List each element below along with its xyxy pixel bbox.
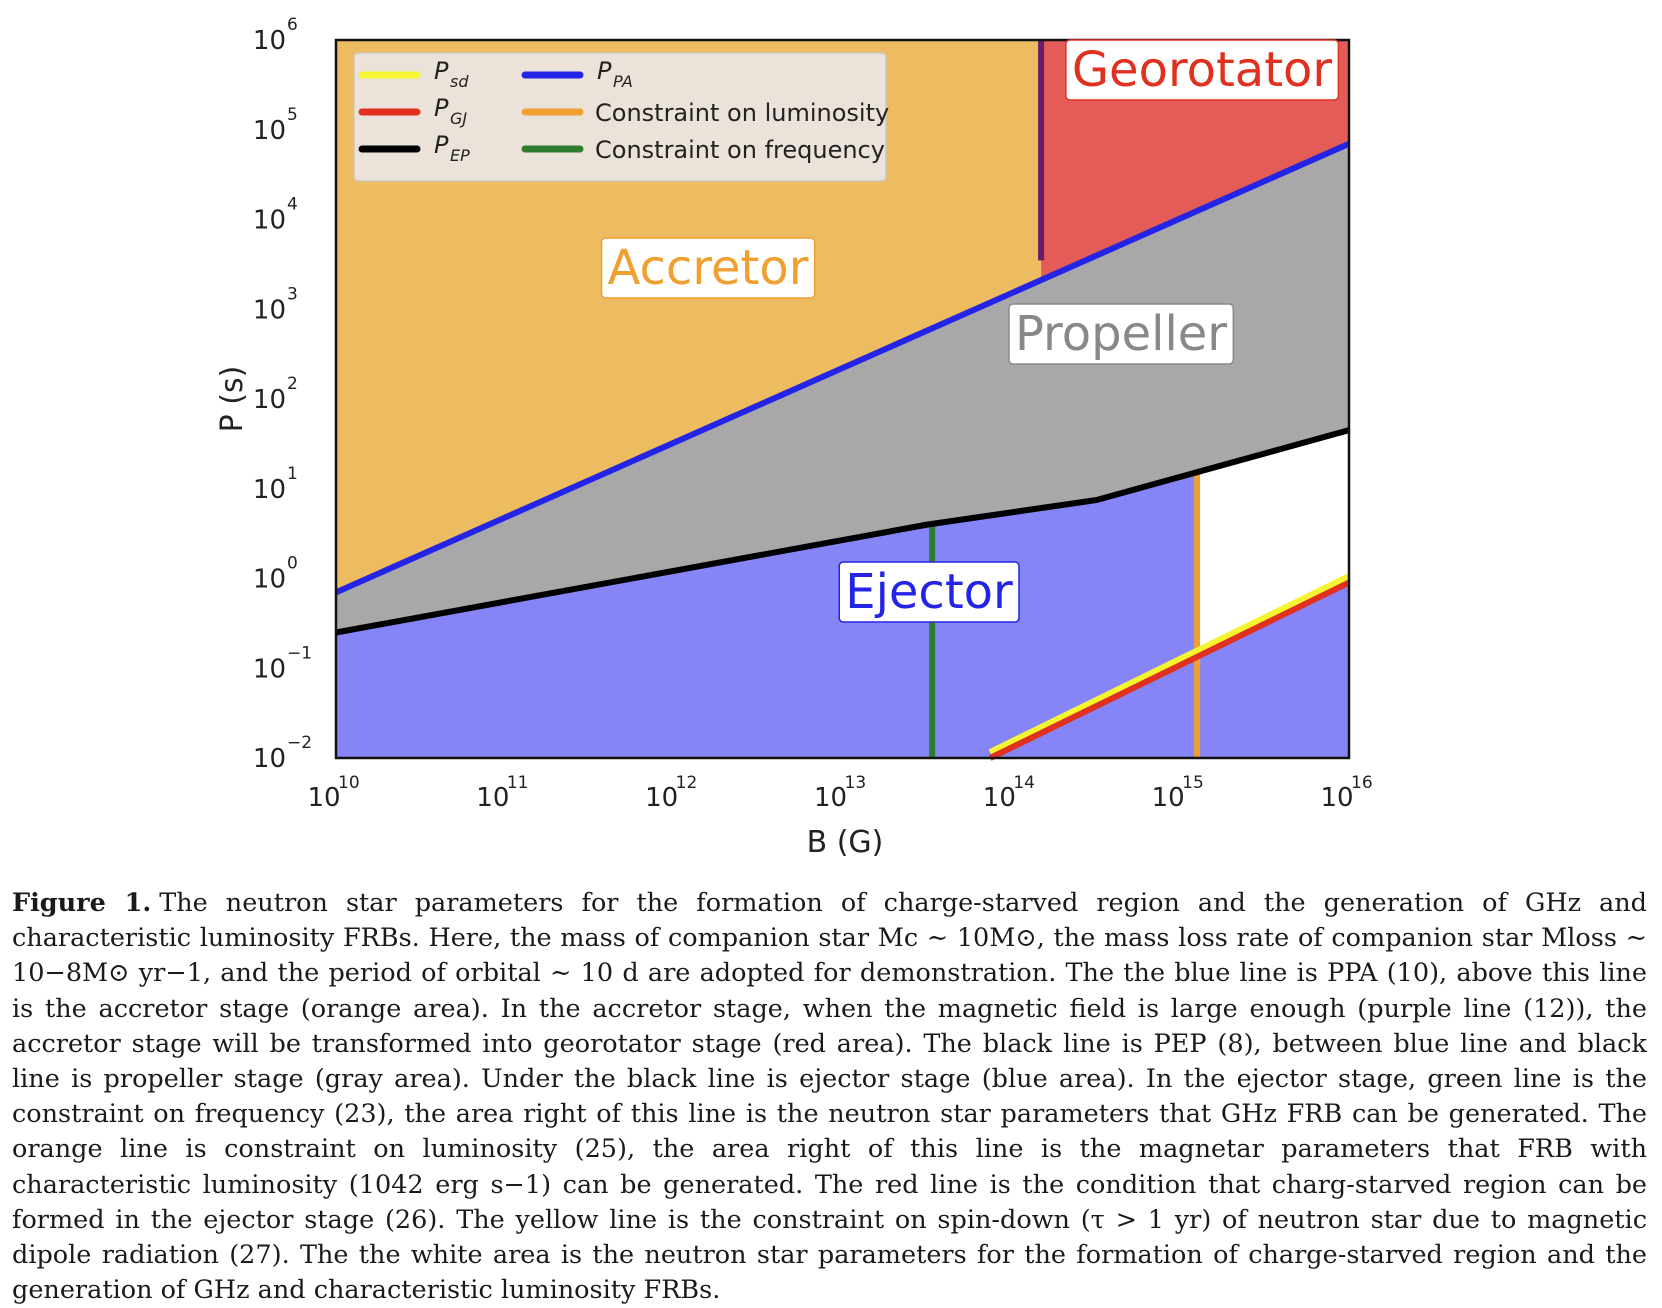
- svg-text:16: 16: [1351, 773, 1373, 793]
- x-tick-label: [1152, 773, 1204, 813]
- svg-text:3: 3: [287, 284, 298, 305]
- y-tick-label: [253, 554, 298, 595]
- svg-text:Constraint on frequency: Constraint on frequency: [595, 136, 885, 164]
- x-tick-label: [983, 773, 1035, 813]
- svg-text:6: 6: [287, 15, 298, 35]
- svg-text:P: P: [434, 94, 449, 122]
- svg-text:10: 10: [338, 773, 360, 793]
- y-tick-label: [253, 15, 298, 56]
- legend: [354, 53, 889, 181]
- svg-text:GJ: GJ: [450, 109, 468, 128]
- svg-text:10: 10: [252, 385, 286, 415]
- x-tick-label: [814, 773, 866, 813]
- label-propeller: [1009, 304, 1233, 364]
- x-tick-label: [645, 773, 697, 813]
- svg-text:sd: sd: [450, 72, 469, 91]
- svg-text:Propeller: Propeller: [1014, 306, 1228, 362]
- svg-text:10: 10: [252, 115, 286, 146]
- svg-text:10: 10: [982, 783, 1016, 813]
- svg-text:10: 10: [1151, 783, 1185, 813]
- x-ticks: [307, 773, 1372, 813]
- svg-text:−1: −1: [287, 643, 313, 664]
- caption-label: Figure 1.: [12, 888, 152, 918]
- y-tick-label: [253, 195, 298, 236]
- y-tick-label: [253, 284, 298, 325]
- svg-text:10: 10: [645, 783, 679, 813]
- svg-text:10: 10: [252, 564, 286, 595]
- y-ticks: [253, 15, 312, 774]
- svg-text:10: 10: [476, 783, 510, 813]
- svg-text:10: 10: [252, 26, 286, 56]
- svg-text:−2: −2: [287, 733, 313, 753]
- svg-text:Georotator: Georotator: [1071, 42, 1333, 98]
- svg-text:Ejector: Ejector: [845, 564, 1013, 620]
- svg-text:13: 13: [844, 773, 867, 793]
- svg-text:11: 11: [506, 773, 529, 793]
- x-tick-label: [1320, 773, 1372, 813]
- caption-text: The neutron star parameters for the formation of charge-starved region and the generation of GHz and characteristic luminosity FRBs. Here, the mass of companion star Mc ∼ 10M⊙, the mass loss rate of companion star Mloss ∼ 10−8M⊙ yr−1, and the period of orbital ∼ 10 d are adopted for demonstration. The the blue line is PPA (10), above this line is the accretor stage (orange area). In the accretor stage, when the magnetic field is large enough (purple line (12)), the accretor stage will be transformed into georotator stage (red area). The black line is PEP (8), between blue line and black line is propeller stage (gray area). Under the black line is ejector stage (blue area). In the ejector stage, green line is the constraint on frequency (23), the area right of this line is the neutron star parameters that GHz FRB can be generated. The orange line is constraint on luminosity (25), the area right of this line is the magnetar parameters that FRB with characteristic luminosity (1042 erg s−1) can be generated. The red line is the condition that charg-starved region can be formed in the ejector stage (26). The yellow line is the constraint on spin-down (τ > 1 yr) of neutron star due to magnetic dipole radiation (27). The the white area is the neutron star parameters for the formation of charge-starved region and the generation of GHz and characteristic luminosity FRBs.: [12, 888, 1647, 1306]
- figure-caption: [12, 886, 1647, 1308]
- svg-text:10: 10: [1320, 783, 1354, 813]
- svg-text:Accretor: Accretor: [607, 240, 809, 296]
- svg-text:15: 15: [1182, 773, 1204, 793]
- svg-text:1: 1: [287, 463, 298, 484]
- label-ejector: [839, 562, 1019, 622]
- y-tick-label: [253, 643, 312, 684]
- svg-text:5: 5: [287, 104, 298, 125]
- svg-text:P: P: [434, 57, 449, 85]
- svg-text:2: 2: [287, 374, 298, 394]
- label-accretor: [602, 238, 815, 298]
- svg-text:10: 10: [252, 654, 286, 685]
- svg-text:P: P: [434, 131, 449, 159]
- svg-text:10: 10: [252, 205, 286, 236]
- svg-text:10: 10: [813, 783, 848, 813]
- x-axis-label: B (G): [806, 825, 884, 860]
- label-georotator: [1066, 40, 1339, 100]
- svg-text:10: 10: [307, 783, 341, 813]
- svg-text:Constraint on luminosity: Constraint on luminosity: [595, 99, 890, 127]
- svg-text:10: 10: [252, 744, 286, 774]
- x-tick-label: [307, 773, 359, 813]
- y-tick-label: [253, 733, 312, 774]
- y-axis-label: P (s): [215, 365, 250, 433]
- y-tick-label: [253, 374, 298, 415]
- svg-text:4: 4: [287, 194, 298, 215]
- svg-text:EP: EP: [450, 146, 470, 165]
- svg-text:10: 10: [252, 295, 286, 326]
- svg-text:PA: PA: [613, 72, 633, 91]
- y-tick-label: [253, 105, 298, 146]
- svg-text:10: 10: [252, 474, 286, 505]
- svg-text:12: 12: [675, 773, 698, 793]
- svg-text:P: P: [597, 57, 612, 85]
- svg-text:14: 14: [1013, 773, 1035, 793]
- svg-text:0: 0: [287, 553, 298, 574]
- y-tick-label: [253, 464, 298, 505]
- x-tick-label: [476, 773, 528, 813]
